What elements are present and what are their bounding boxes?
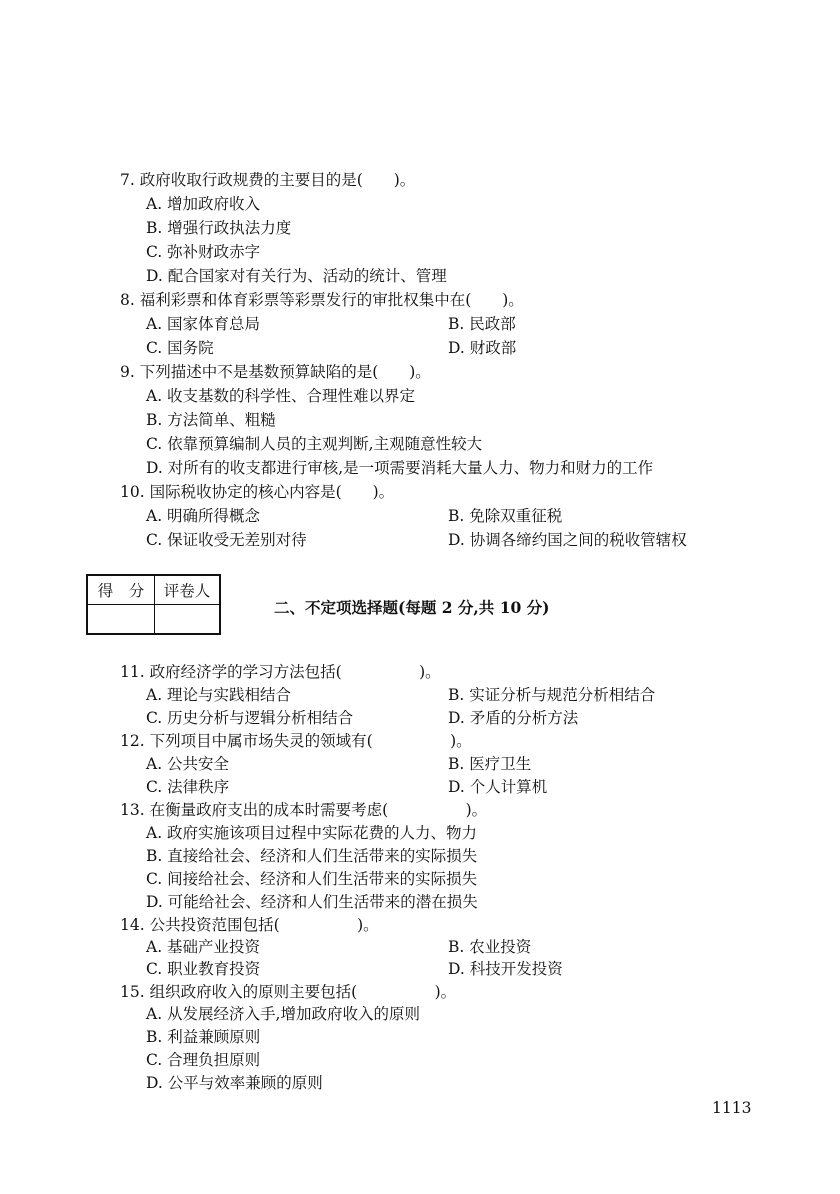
question-12-option-b: B. 医疗卫生 [448, 755, 532, 773]
question-11-option-b: B. 实证分析与规范分析相结合 [448, 686, 656, 704]
score-table [86, 574, 221, 635]
question-13-option-d: D. 可能给社会、经济和人们生活带来的潜在损失 [146, 893, 478, 911]
question-15-stem: 15. 组织政府收入的原则主要包括( )。 [120, 983, 457, 1001]
question-10-option-a: A. 明确所得概念 [146, 507, 261, 525]
question-8-stem: 8. 福利彩票和体育彩票等彩票发行的审批权集中在( )。 [120, 291, 524, 309]
question-13-option-c: C. 间接给社会、经济和人们生活带来的实际损失 [146, 870, 478, 888]
question-7-option-c: C. 弥补财政赤字 [146, 243, 261, 261]
question-12-option-d: D. 个人计算机 [448, 778, 548, 796]
question-9-option-c: C. 依靠预算编制人员的主观判断,主观随意性较大 [146, 435, 483, 453]
question-14-option-a: A. 基础产业投资 [146, 938, 261, 956]
page-number: 1113 [712, 1099, 752, 1117]
grader-header: 评卷人 [155, 575, 221, 605]
question-9-option-a: A. 收支基数的科学性、合理性难以界定 [146, 387, 416, 405]
question-8-option-d: D. 财政部 [448, 339, 517, 357]
question-13-option-b: B. 直接给社会、经济和人们生活带来的实际损失 [146, 847, 478, 865]
question-10-option-b: B. 免除双重征税 [448, 507, 563, 525]
question-7-stem: 7. 政府收取行政规费的主要目的是( )。 [120, 171, 416, 189]
question-15-option-a: A. 从发展经济入手,增加政府收入的原则 [146, 1005, 420, 1023]
question-11-option-d: D. 矛盾的分析方法 [448, 709, 579, 727]
question-10-option-c: C. 保证收受无差别对待 [146, 531, 307, 549]
question-9-option-b: B. 方法简单、粗糙 [146, 411, 276, 429]
question-8-option-c: C. 国务院 [146, 339, 214, 357]
question-10-stem: 10. 国际税收协定的核心内容是( )。 [120, 483, 395, 501]
question-10-option-d: D. 协调各缔约国之间的税收管辖权 [448, 531, 687, 549]
question-15-option-b: B. 利益兼顾原则 [146, 1028, 261, 1046]
question-8-option-b: B. 民政部 [448, 315, 516, 333]
question-7-option-b: B. 增强行政执法力度 [146, 219, 292, 237]
question-11-option-c: C. 历史分析与逻辑分析相结合 [146, 709, 354, 727]
score-cell [87, 605, 155, 635]
grader-cell [155, 605, 221, 635]
question-14-stem: 14. 公共投资范围包括( )。 [120, 916, 379, 934]
question-15-option-c: C. 合理负担原则 [146, 1051, 261, 1069]
question-14-option-b: B. 农业投资 [448, 938, 532, 956]
question-15-option-d: D. 公平与效率兼顾的原则 [146, 1074, 323, 1092]
question-14-option-c: C. 职业教育投资 [146, 960, 261, 978]
question-11-option-a: A. 理论与实践相结合 [146, 686, 292, 704]
question-9-stem: 9. 下列描述中不是基数预算缺陷的是( )。 [120, 363, 431, 381]
question-9-option-d: D. 对所有的收支都进行审核,是一项需要消耗大量人力、物力和财力的工作 [146, 459, 654, 477]
question-12-stem: 12. 下列项目中属市场失灵的领域有( )。 [120, 732, 472, 750]
question-7-option-a: A. 增加政府收入 [146, 195, 261, 213]
section-title: 二、不定项选择题(每题 2 分,共 10 分) [274, 598, 550, 617]
question-14-option-d: D. 科技开发投资 [448, 960, 563, 978]
score-header: 得 分 [87, 575, 155, 605]
question-12-option-a: A. 公共安全 [146, 755, 230, 773]
question-13-option-a: A. 政府实施该项目过程中实际花费的人力、物力 [146, 824, 478, 842]
question-12-option-c: C. 法律秩序 [146, 778, 230, 796]
question-13-stem: 13. 在衡量政府支出的成本时需要考虑( )。 [120, 801, 488, 819]
question-8-option-a: A. 国家体育总局 [146, 315, 261, 333]
question-7-option-d: D. 配合国家对有关行为、活动的统计、管理 [146, 267, 447, 285]
question-11-stem: 11. 政府经济学的学习方法包括( )。 [120, 663, 441, 681]
